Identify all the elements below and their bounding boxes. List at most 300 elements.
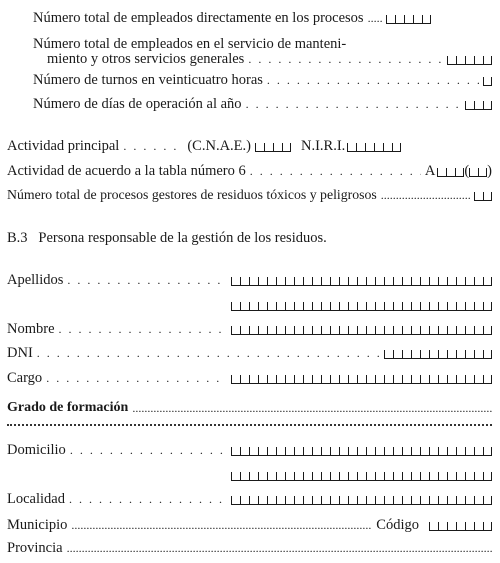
input-box[interactable]: [456, 302, 465, 311]
input-box[interactable]: [402, 472, 411, 481]
input-box[interactable]: [231, 472, 240, 481]
input-box[interactable]: [465, 375, 474, 384]
boxes-codigo[interactable]: [429, 519, 492, 531]
input-box[interactable]: [282, 143, 291, 152]
input-box[interactable]: [348, 326, 357, 335]
input-box[interactable]: [429, 522, 438, 531]
input-box[interactable]: [339, 302, 348, 311]
input-box[interactable]: [438, 350, 447, 359]
boxes-domicilio-1[interactable]: [231, 444, 492, 456]
input-box[interactable]: [438, 302, 447, 311]
label-dni: DNI: [7, 345, 33, 361]
input-box[interactable]: [258, 277, 267, 286]
input-box[interactable]: [294, 302, 303, 311]
input-box[interactable]: [330, 472, 339, 481]
input-box[interactable]: [483, 302, 492, 311]
grado-input-dots[interactable]: [132, 403, 492, 413]
boxes-cargo[interactable]: [231, 372, 492, 384]
input-box[interactable]: [447, 522, 456, 531]
input-box[interactable]: [303, 326, 312, 335]
input-box[interactable]: [474, 375, 483, 384]
input-box[interactable]: [438, 447, 447, 456]
input-box[interactable]: [348, 375, 357, 384]
input-box[interactable]: [465, 496, 474, 505]
input-box[interactable]: [294, 277, 303, 286]
input-box[interactable]: [474, 350, 483, 359]
input-box[interactable]: [474, 56, 483, 65]
input-box[interactable]: [231, 302, 240, 311]
input-box[interactable]: [447, 447, 456, 456]
leader-dots: [37, 348, 380, 358]
input-box[interactable]: [249, 447, 258, 456]
input-box[interactable]: [420, 472, 429, 481]
input-box[interactable]: [420, 277, 429, 286]
input-box[interactable]: [465, 326, 474, 335]
input-box[interactable]: [474, 326, 483, 335]
input-box[interactable]: [303, 302, 312, 311]
input-box[interactable]: [357, 447, 366, 456]
input-box[interactable]: [321, 277, 330, 286]
input-box[interactable]: [240, 277, 249, 286]
label-nombre: Nombre: [7, 321, 55, 337]
input-box[interactable]: [456, 56, 465, 65]
input-box[interactable]: [285, 375, 294, 384]
input-box[interactable]: [240, 472, 249, 481]
input-box[interactable]: [267, 496, 276, 505]
leader-dots: [250, 166, 421, 176]
input-box[interactable]: [303, 472, 312, 481]
input-box[interactable]: [411, 496, 420, 505]
input-box[interactable]: [447, 472, 456, 481]
input-box[interactable]: [438, 522, 447, 531]
input-box[interactable]: [375, 277, 384, 286]
input-box[interactable]: [330, 447, 339, 456]
label-cargo: Cargo: [7, 370, 43, 386]
input-box[interactable]: [384, 302, 393, 311]
input-box[interactable]: [429, 375, 438, 384]
input-box[interactable]: [420, 375, 429, 384]
input-box[interactable]: [384, 375, 393, 384]
input-box[interactable]: [438, 472, 447, 481]
boxes-domicilio-2[interactable]: [231, 469, 492, 481]
label-turnos: Número de turnos en veinticuatro horas: [33, 72, 263, 88]
input-box[interactable]: [483, 277, 492, 286]
input-box[interactable]: [420, 302, 429, 311]
input-box[interactable]: [411, 277, 420, 286]
boxes-apellidos-1[interactable]: [231, 274, 492, 286]
input-box[interactable]: [375, 447, 384, 456]
input-box[interactable]: [366, 447, 375, 456]
input-box[interactable]: [402, 375, 411, 384]
input-box[interactable]: [465, 277, 474, 286]
input-box[interactable]: [366, 496, 375, 505]
leader-dots: [46, 373, 227, 383]
input-box[interactable]: [456, 375, 465, 384]
input-box[interactable]: [258, 496, 267, 505]
input-box[interactable]: [321, 375, 330, 384]
input-box[interactable]: [294, 326, 303, 335]
input-box[interactable]: [474, 192, 483, 201]
input-box[interactable]: [249, 375, 258, 384]
input-box[interactable]: [411, 472, 420, 481]
grado-continuation-line[interactable]: [7, 418, 492, 426]
input-box[interactable]: [375, 496, 384, 505]
input-box[interactable]: [429, 277, 438, 286]
row-dias: [33, 94, 492, 112]
input-box[interactable]: [348, 447, 357, 456]
input-box[interactable]: [465, 447, 474, 456]
input-box[interactable]: [285, 302, 294, 311]
input-box[interactable]: [303, 447, 312, 456]
input-box[interactable]: [285, 447, 294, 456]
input-box[interactable]: [438, 375, 447, 384]
input-box[interactable]: [465, 56, 474, 65]
input-box[interactable]: [465, 472, 474, 481]
input-box[interactable]: [276, 496, 285, 505]
input-box[interactable]: [411, 447, 420, 456]
input-box[interactable]: [420, 496, 429, 505]
input-box[interactable]: [474, 302, 483, 311]
label-provincia: Provincia: [7, 540, 63, 556]
input-box[interactable]: [447, 326, 456, 335]
input-box[interactable]: [429, 472, 438, 481]
label-codigo: Código: [376, 517, 419, 533]
input-box[interactable]: [456, 277, 465, 286]
input-box[interactable]: [339, 277, 348, 286]
input-box[interactable]: [276, 277, 285, 286]
input-box[interactable]: [366, 472, 375, 481]
input-box[interactable]: [483, 77, 492, 86]
input-box[interactable]: [365, 143, 374, 152]
paren-close: ): [487, 163, 492, 179]
input-box[interactable]: [285, 472, 294, 481]
boxes-turnos[interactable]: [483, 74, 492, 86]
boxes-empleados-mant[interactable]: [447, 53, 492, 65]
input-box[interactable]: [249, 277, 258, 286]
input-box[interactable]: [366, 375, 375, 384]
boxes-dni[interactable]: [384, 347, 492, 359]
input-box[interactable]: [447, 496, 456, 505]
input-box[interactable]: [258, 302, 267, 311]
boxes-empleados-procesos[interactable]: [386, 12, 431, 24]
input-box[interactable]: [438, 277, 447, 286]
input-box[interactable]: [375, 302, 384, 311]
input-box[interactable]: [483, 56, 492, 65]
input-box[interactable]: [420, 326, 429, 335]
input-box[interactable]: [312, 302, 321, 311]
input-box[interactable]: [330, 302, 339, 311]
input-box[interactable]: [375, 375, 384, 384]
input-box[interactable]: [465, 302, 474, 311]
input-box[interactable]: [393, 302, 402, 311]
input-box[interactable]: [312, 375, 321, 384]
boxes-dias[interactable]: [465, 98, 492, 110]
input-box[interactable]: [438, 326, 447, 335]
input-box[interactable]: [483, 375, 492, 384]
input-box[interactable]: [366, 326, 375, 335]
input-box[interactable]: [429, 302, 438, 311]
input-box[interactable]: [393, 375, 402, 384]
input-box[interactable]: [339, 326, 348, 335]
input-box[interactable]: [294, 375, 303, 384]
input-box[interactable]: [402, 447, 411, 456]
boxes-apellidos-2[interactable]: [231, 299, 492, 311]
input-box[interactable]: [249, 302, 258, 311]
input-box[interactable]: [411, 375, 420, 384]
input-box[interactable]: [393, 326, 402, 335]
input-box[interactable]: [285, 277, 294, 286]
input-box[interactable]: [240, 496, 249, 505]
input-box[interactable]: [249, 326, 258, 335]
input-box[interactable]: [384, 447, 393, 456]
input-box[interactable]: [312, 472, 321, 481]
row-domicilio-2: [7, 465, 492, 483]
input-box[interactable]: [321, 326, 330, 335]
input-box[interactable]: [330, 496, 339, 505]
input-box[interactable]: [384, 472, 393, 481]
input-box[interactable]: [321, 302, 330, 311]
row-apellidos-2: [7, 295, 492, 313]
input-box[interactable]: [357, 375, 366, 384]
input-box[interactable]: [357, 326, 366, 335]
input-box[interactable]: [303, 277, 312, 286]
input-box[interactable]: [357, 496, 366, 505]
input-box[interactable]: [276, 375, 285, 384]
input-box[interactable]: [285, 496, 294, 505]
leader-dots: [59, 324, 227, 334]
input-box[interactable]: [312, 496, 321, 505]
input-box[interactable]: [240, 302, 249, 311]
row-actividad-tabla6: [7, 161, 492, 179]
input-box[interactable]: [258, 447, 267, 456]
input-box[interactable]: [420, 447, 429, 456]
input-box[interactable]: [465, 101, 474, 110]
input-box[interactable]: [456, 447, 465, 456]
input-box[interactable]: [231, 496, 240, 505]
input-box[interactable]: [321, 447, 330, 456]
boxes-tabla6-sub[interactable]: [469, 165, 487, 177]
input-box[interactable]: [240, 375, 249, 384]
input-box[interactable]: [465, 350, 474, 359]
input-box[interactable]: [267, 302, 276, 311]
input-box[interactable]: [478, 168, 487, 177]
input-box[interactable]: [413, 15, 422, 24]
input-box[interactable]: [474, 496, 483, 505]
input-box[interactable]: [374, 143, 383, 152]
input-box[interactable]: [456, 326, 465, 335]
provincia-input-dots[interactable]: [67, 543, 492, 553]
input-box[interactable]: [258, 375, 267, 384]
input-box[interactable]: [437, 168, 446, 177]
input-box[interactable]: [422, 15, 431, 24]
input-box[interactable]: [348, 496, 357, 505]
boxes-niri[interactable]: [347, 140, 401, 152]
input-box[interactable]: [231, 326, 240, 335]
input-box[interactable]: [393, 277, 402, 286]
input-box[interactable]: [249, 472, 258, 481]
input-box[interactable]: [456, 472, 465, 481]
input-box[interactable]: [267, 472, 276, 481]
input-box[interactable]: [267, 447, 276, 456]
input-box[interactable]: [474, 101, 483, 110]
input-box[interactable]: [456, 496, 465, 505]
input-box[interactable]: [402, 350, 411, 359]
input-box[interactable]: [347, 143, 356, 152]
input-box[interactable]: [384, 326, 393, 335]
label-niri: N.I.R.I.: [300, 138, 346, 154]
input-box[interactable]: [456, 350, 465, 359]
input-box[interactable]: [483, 350, 492, 359]
input-box[interactable]: [258, 326, 267, 335]
input-box[interactable]: [455, 168, 464, 177]
input-box[interactable]: [386, 15, 395, 24]
input-box[interactable]: [402, 302, 411, 311]
input-box[interactable]: [446, 168, 455, 177]
input-box[interactable]: [393, 496, 402, 505]
input-box[interactable]: [411, 326, 420, 335]
input-box[interactable]: [294, 447, 303, 456]
input-box[interactable]: [375, 472, 384, 481]
input-box[interactable]: [276, 447, 285, 456]
row-municipio: [7, 515, 492, 533]
boxes-localidad[interactable]: [231, 493, 492, 505]
input-box[interactable]: [258, 472, 267, 481]
input-box[interactable]: [395, 15, 404, 24]
input-box[interactable]: [483, 522, 492, 531]
input-box[interactable]: [474, 447, 483, 456]
input-box[interactable]: [447, 56, 456, 65]
input-box[interactable]: [276, 472, 285, 481]
input-box[interactable]: [483, 101, 492, 110]
input-box[interactable]: [240, 326, 249, 335]
input-box[interactable]: [429, 496, 438, 505]
input-box[interactable]: [348, 277, 357, 286]
input-box[interactable]: [474, 522, 483, 531]
input-box[interactable]: [273, 143, 282, 152]
input-box[interactable]: [402, 496, 411, 505]
input-box[interactable]: [267, 277, 276, 286]
input-box[interactable]: [447, 277, 456, 286]
section-b3-title: [7, 228, 492, 246]
input-box[interactable]: [357, 277, 366, 286]
input-box[interactable]: [339, 472, 348, 481]
input-box[interactable]: [321, 496, 330, 505]
input-box[interactable]: [294, 496, 303, 505]
input-box[interactable]: [312, 326, 321, 335]
input-box[interactable]: [404, 15, 413, 24]
input-box[interactable]: [393, 447, 402, 456]
input-box[interactable]: [469, 168, 478, 177]
input-box[interactable]: [312, 447, 321, 456]
input-box[interactable]: [429, 350, 438, 359]
boxes-tabla6[interactable]: [437, 165, 464, 177]
input-box[interactable]: [429, 447, 438, 456]
row-domicilio: [7, 440, 492, 458]
input-box[interactable]: [411, 350, 420, 359]
municipio-input-dots[interactable]: [71, 520, 372, 530]
input-box[interactable]: [474, 472, 483, 481]
input-box[interactable]: [231, 375, 240, 384]
input-box[interactable]: [312, 277, 321, 286]
input-box[interactable]: [231, 277, 240, 286]
leader-dots: [381, 190, 470, 200]
leader-dots: [69, 494, 227, 504]
input-box[interactable]: [447, 302, 456, 311]
input-box[interactable]: [348, 302, 357, 311]
input-box[interactable]: [483, 472, 492, 481]
input-box[interactable]: [392, 143, 401, 152]
input-box[interactable]: [447, 375, 456, 384]
input-box[interactable]: [483, 192, 492, 201]
input-box[interactable]: [339, 496, 348, 505]
input-box[interactable]: [456, 522, 465, 531]
input-box[interactable]: [240, 447, 249, 456]
input-box[interactable]: [366, 302, 375, 311]
input-box[interactable]: [384, 496, 393, 505]
input-box[interactable]: [474, 277, 483, 286]
input-box[interactable]: [330, 375, 339, 384]
input-box[interactable]: [264, 143, 273, 152]
boxes-nombre[interactable]: [231, 323, 492, 335]
leader-dots: [368, 13, 382, 23]
input-box[interactable]: [303, 375, 312, 384]
input-box[interactable]: [384, 350, 393, 359]
input-box[interactable]: [393, 472, 402, 481]
input-box[interactable]: [438, 496, 447, 505]
input-box[interactable]: [330, 277, 339, 286]
label-b3-title: B.3 Persona responsable de la gestión de los residuos.: [7, 230, 327, 246]
input-box[interactable]: [357, 302, 366, 311]
input-box[interactable]: [429, 326, 438, 335]
input-box[interactable]: [276, 302, 285, 311]
input-box[interactable]: [267, 326, 276, 335]
input-box[interactable]: [393, 350, 402, 359]
input-box[interactable]: [357, 472, 366, 481]
input-box[interactable]: [384, 277, 393, 286]
input-box[interactable]: [285, 326, 294, 335]
input-box[interactable]: [249, 496, 258, 505]
input-box[interactable]: [402, 277, 411, 286]
input-box[interactable]: [375, 326, 384, 335]
input-box[interactable]: [330, 326, 339, 335]
input-box[interactable]: [348, 472, 357, 481]
input-box[interactable]: [231, 447, 240, 456]
boxes-procesos-gestores[interactable]: [474, 189, 492, 201]
input-box[interactable]: [402, 326, 411, 335]
boxes-cnae[interactable]: [255, 140, 291, 152]
input-box[interactable]: [339, 447, 348, 456]
input-box[interactable]: [255, 143, 264, 152]
input-box[interactable]: [420, 350, 429, 359]
input-box[interactable]: [483, 326, 492, 335]
label-localidad: Localidad: [7, 491, 65, 507]
input-box[interactable]: [465, 522, 474, 531]
input-box[interactable]: [383, 143, 392, 152]
input-box[interactable]: [483, 447, 492, 456]
input-box[interactable]: [267, 375, 276, 384]
input-box[interactable]: [276, 326, 285, 335]
input-box[interactable]: [339, 375, 348, 384]
input-box[interactable]: [483, 496, 492, 505]
input-box[interactable]: [411, 302, 420, 311]
input-box[interactable]: [366, 277, 375, 286]
input-box[interactable]: [303, 496, 312, 505]
row-nombre: [7, 319, 492, 337]
input-box[interactable]: [447, 350, 456, 359]
input-box[interactable]: [356, 143, 365, 152]
input-box[interactable]: [321, 472, 330, 481]
input-box[interactable]: [294, 472, 303, 481]
